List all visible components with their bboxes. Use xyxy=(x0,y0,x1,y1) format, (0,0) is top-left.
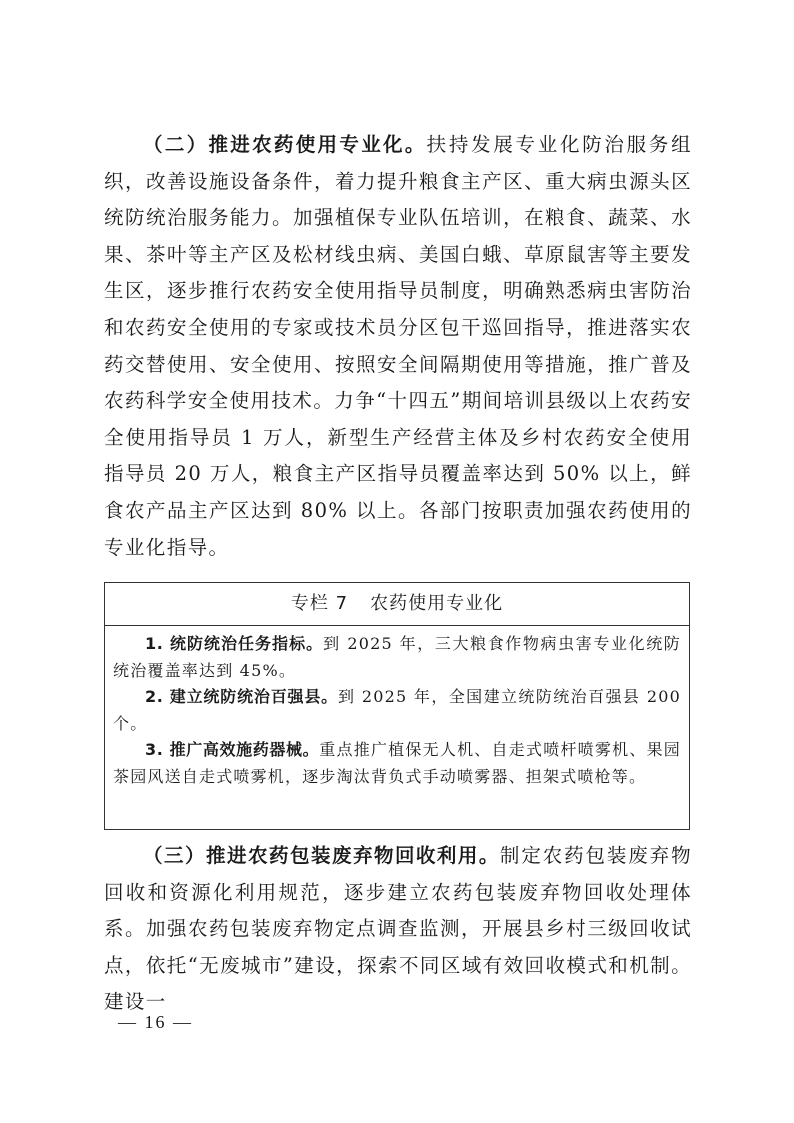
column-item-lead: 3. 推广高效施药器械。 xyxy=(145,740,320,759)
section-2-body: 扶持发展专业化防治服务组织，改善设施设备条件，着力提升粮食主产区、重大病虫源头区统防统治服务能力。加强植保专业队伍培训，在粮食、蔬菜、水果、茶叶等主产区及松材线虫病、美国白蛾、草原鼠害等主要发生区，逐步推行农药安全使用指导员制度，明确熟悉病虫害防治和农药安全使用的专家或技术员分区包干巡回指导，推进落实农药交替使用、安全使用、按照安全间隔期使用等措施，推广普及农药科学安全使用技术。力争“十四五”期间培训县级以上农药安全使用指导员 1 万人，新型生产经营主体及乡村农药安全使用指导员 20 万人，粮食主产区指导员覆盖率达到 50% 以上，鲜食农产品主产区达到 80% 以上。各部门按职责加强农药使用的专业化指导。 xyxy=(104,133,692,559)
column-box-body xyxy=(105,626,689,790)
section-3-body: 制定农药包装废弃物回收和资源化利用规范，逐步建立农药包装废弃物回收处理体系。加强农药包装废弃物定点调查监测，开展县乡村三级回收试点，依托“无废城市”建设，探索不同区域有效回收模式和机制。建设一 xyxy=(104,844,692,1014)
column-item-lead: 2. 建立统防统治百强县。 xyxy=(145,687,338,706)
section-3-paragraph xyxy=(104,838,692,1021)
section-2-heading: （二）推进农药使用专业化。 xyxy=(143,133,427,156)
column-item xyxy=(113,684,681,737)
column-box-heading: 农药使用专业化 xyxy=(370,593,504,614)
column-item-text: 重点推广植保无人机、自走式喷杆喷雾机、果园茶园风送自走式喷雾机，逐步淘汰背负式手动喷雾器、担架式喷枪等。 xyxy=(113,740,682,786)
column-box-title xyxy=(105,583,689,626)
section-2-paragraph xyxy=(104,127,692,566)
column-item xyxy=(113,631,681,684)
column-box-number: 专栏 7 xyxy=(290,593,349,614)
column-item-text: 到 2025 年，全国建立统防统治百强县 200 个。 xyxy=(113,687,681,733)
column-item xyxy=(113,737,681,790)
column-item-lead: 1. 统防统治任务指标。 xyxy=(145,634,324,653)
section-3-heading: （三）推进农药包装废弃物回收利用。 xyxy=(143,844,500,867)
column-box xyxy=(104,582,690,830)
page-number: — 16 — xyxy=(118,1012,193,1032)
column-item-text: 到 2025 年，三大粮食作物病虫害专业化统防统治覆盖率达到 45%。 xyxy=(113,634,682,680)
